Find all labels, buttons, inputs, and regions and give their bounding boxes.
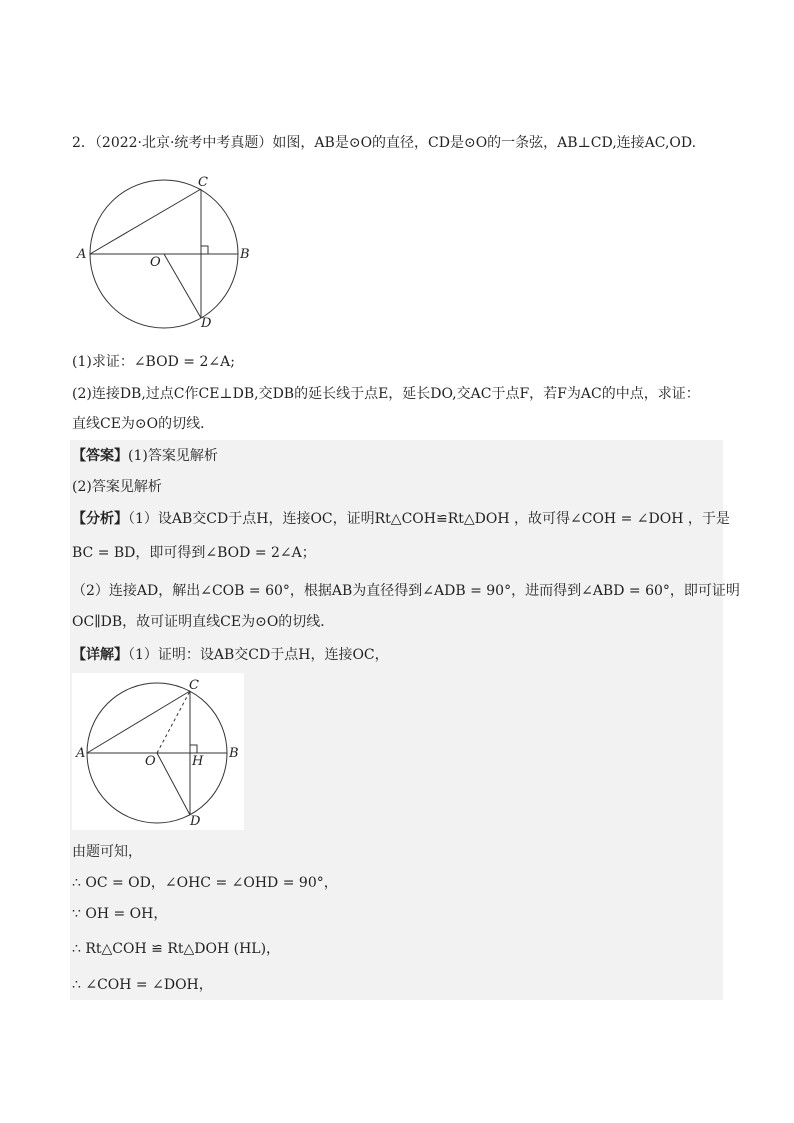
label-c: C	[189, 678, 199, 693]
detail-step-4: ∴ Rt△COH ≌ Rt△DOH (HL)，	[72, 941, 281, 957]
label-o: O	[150, 255, 161, 270]
analysis-line-1	[72, 509, 730, 529]
part-1: (1)求证：∠BOD = 2∠A;	[72, 354, 235, 370]
segment-od	[157, 753, 190, 815]
part-2-line-1: (2)连接DB,过点C作CE⊥DB,交DB的延长线于点E，延长DO,交AC于点F，若F为AC的中点，求证：	[72, 386, 700, 402]
analysis-line-4: OC∥DB，故可证明直线CE为⊙O的切线．	[72, 614, 335, 630]
label-a: A	[76, 746, 86, 761]
answer-line-2: (2)答案见解析	[72, 479, 162, 495]
label-o: O	[145, 754, 156, 769]
detail-step-5: ∴ ∠COH = ∠DOH，	[72, 977, 213, 993]
detail-step-3: ∵ OH = OH，	[72, 906, 168, 922]
figure-1-circle-diagram	[74, 170, 254, 330]
detail-label: 【详解】	[72, 647, 128, 663]
detail-step-2: ∴ OC = OD，∠OHC = ∠OHD = 90°，	[72, 875, 338, 891]
label-b: B	[229, 746, 239, 761]
label-c: C	[198, 175, 208, 190]
answer-line-1	[72, 446, 218, 466]
segment-od	[164, 254, 201, 318]
problem-stem: 2．（2022·北京·统考中考真题）如图，AB是⊙O的直径，CD是⊙O的一条弦，AB⊥CD,连接AC,OD.	[72, 135, 697, 151]
segment-ac	[90, 189, 201, 254]
analysis-text-1: （1）设AB交CD于点H，连接OC，证明Rt△COH≌Rt△DOH ，故可得∠COH = ∠DOH ，于是	[128, 511, 730, 527]
part-2-line-2: 直线CE为⊙O的切线．	[72, 416, 215, 432]
detail-step-1: 由题可知，	[72, 844, 142, 860]
analysis-line-2: BC = BD，即可得到∠BOD = 2∠A；	[72, 545, 316, 561]
label-b: B	[240, 247, 250, 262]
right-angle-mark	[190, 745, 197, 753]
label-d: D	[190, 814, 201, 829]
segment-oc-dashed	[157, 691, 190, 753]
answer-label: 【答案】	[72, 448, 128, 464]
detail-line-1	[72, 645, 389, 665]
label-a: A	[77, 247, 87, 262]
label-h: H	[192, 754, 204, 769]
answer-text-1: (1)答案见解析	[128, 448, 218, 464]
right-angle-mark	[201, 246, 208, 254]
analysis-line-3: （2）连接AD，解出∠COB = 60°，根据AB为直径得到∠ADB = 90°，进而得到∠ABD = 60°，即可证明	[72, 583, 740, 599]
label-d: D	[201, 316, 212, 330]
analysis-label: 【分析】	[72, 511, 128, 527]
detail-text-1: （1）证明：设AB交CD于点H，连接OC，	[128, 647, 389, 663]
segment-ac	[87, 691, 190, 753]
figure-2-circle-diagram	[72, 673, 244, 830]
